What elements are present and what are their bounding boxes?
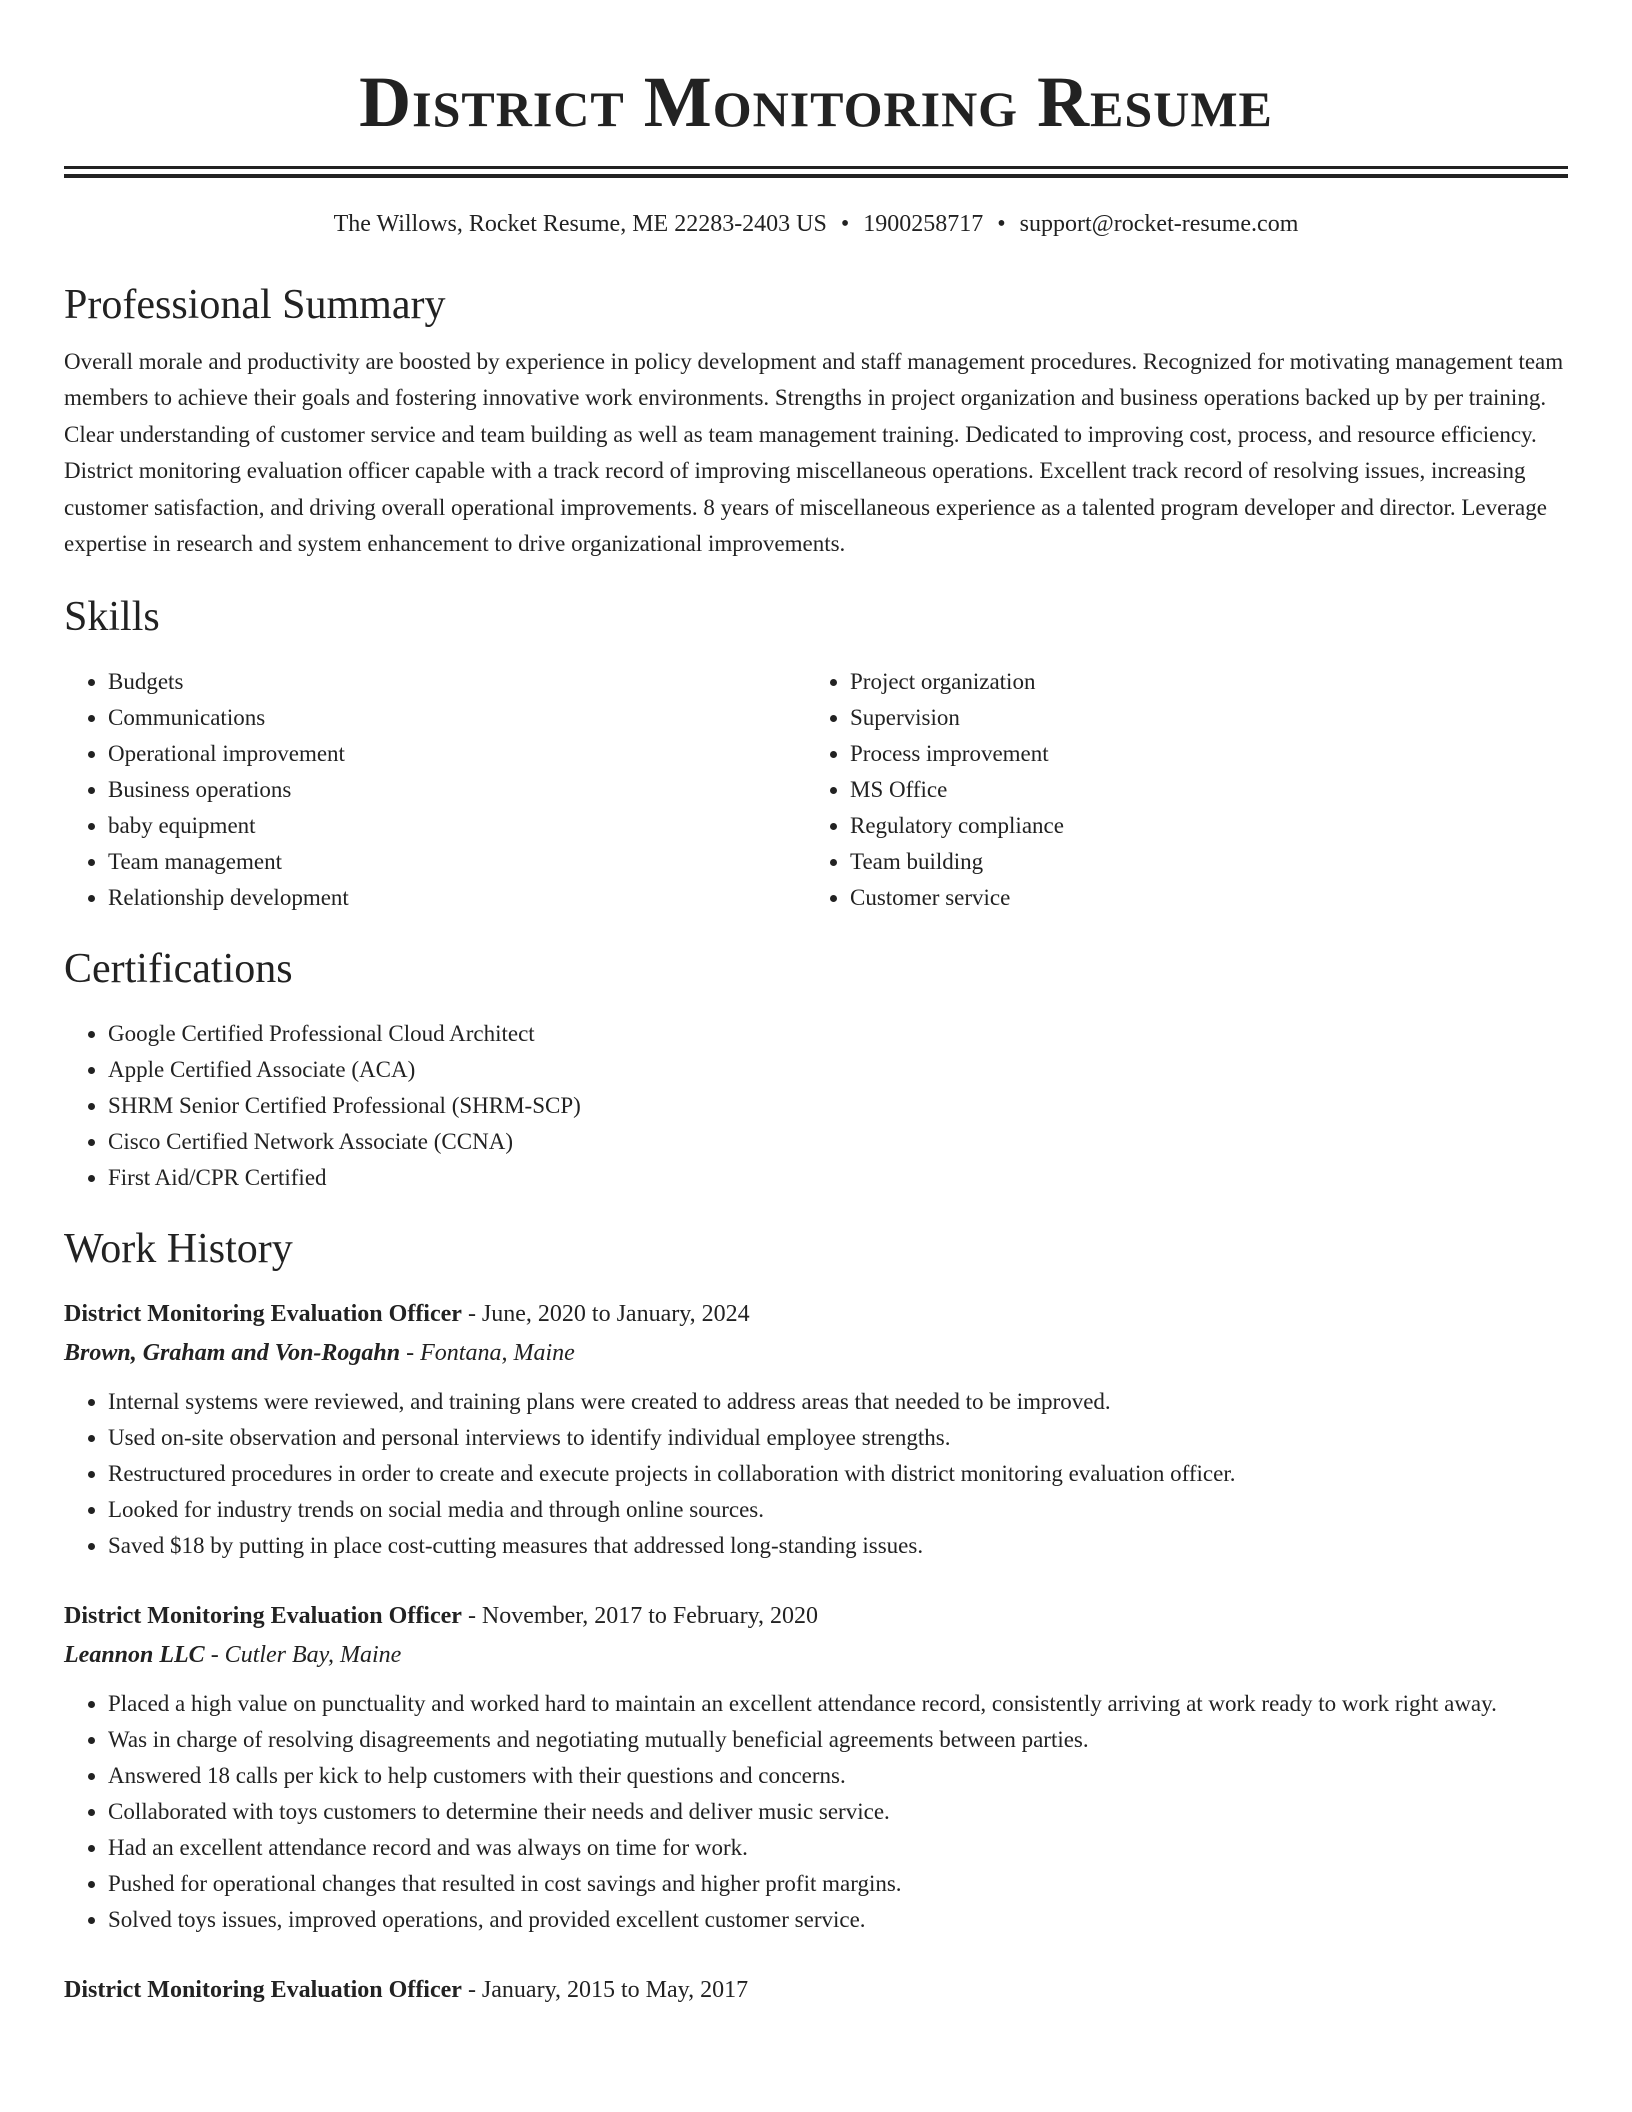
job-title-line	[64, 1294, 1568, 1334]
job-location: - Cutler Bay, Maine	[204, 1642, 402, 1669]
skill-item: • Supervision	[850, 700, 1548, 736]
certification-item: • Google Certified Professional Cloud Architect	[108, 1016, 1568, 1052]
job-dates: - November, 2017 to February, 2020	[461, 1603, 819, 1630]
job-dates: - January, 2015 to May, 2017	[461, 1977, 749, 2004]
work-history-heading: Work History	[64, 1226, 293, 1273]
skill-item: • Budgets	[108, 664, 806, 700]
job-duty-item: • Solved toys issues, improved operations, and provided excellent customer service.	[108, 1902, 1568, 1938]
job-company-line	[64, 1334, 1568, 1372]
job-duty-item: • Had an excellent attendance record and was always on time for work.	[108, 1830, 1568, 1866]
job-duties-list	[64, 1686, 1568, 1938]
contact-email: support@rocket-resume.com	[1019, 211, 1299, 237]
summary-heading: Professional Summary	[64, 282, 446, 328]
skill-item: • Relationship development	[108, 880, 806, 916]
skill-item: • Regulatory compliance	[850, 808, 1548, 844]
contact-separator: •	[840, 211, 850, 237]
job-duty-item: • Saved $18 by putting in place cost-cutting measures that addressed long-standing issues.	[108, 1528, 1568, 1564]
job-duty-item: • Used on-site observation and personal interviews to identify individual employee strengths.	[108, 1420, 1568, 1456]
job-entry	[64, 1596, 1568, 1938]
job-duties-list	[64, 1384, 1568, 1564]
certification-item: • First Aid/CPR Certified	[108, 1160, 1568, 1196]
certification-item: • Cisco Certified Network Associate (CCNA)	[108, 1124, 1568, 1160]
certifications-section	[64, 944, 1568, 1196]
skills-list-left	[64, 664, 806, 916]
job-duty-item: • Was in charge of resolving disagreements and negotiating mutually beneficial agreements between parties.	[108, 1722, 1568, 1758]
job-duty-item: • Placed a high value on punctuality and worked hard to maintain an excellent attendance record, consistently arriving at work ready to work right away.	[108, 1686, 1568, 1722]
work-history-section	[64, 1224, 1568, 2010]
skills-grid	[64, 664, 1568, 916]
job-company: Brown, Graham and Von-Rogahn	[64, 1340, 401, 1367]
job-location: - Fontana, Maine	[400, 1340, 575, 1367]
skill-item: • Project organization	[850, 664, 1548, 700]
job-duty-item: • Internal systems were reviewed, and training plans were created to address areas that needed to be improved.	[108, 1384, 1568, 1420]
skills-list-right	[806, 664, 1548, 916]
skill-item: • baby equipment	[108, 808, 806, 844]
certification-item: • Apple Certified Associate (ACA)	[108, 1052, 1568, 1088]
job-duty-item: • Pushed for operational changes that resulted in cost savings and higher profit margins.	[108, 1866, 1568, 1902]
certification-item: • SHRM Senior Certified Professional (SHRM-SCP)	[108, 1088, 1568, 1124]
job-title-line	[64, 1970, 1568, 2010]
skill-item: • Process improvement	[850, 736, 1548, 772]
page-title: District Monitoring Resume	[359, 62, 1273, 142]
skill-item: • Business operations	[108, 772, 806, 808]
summary-section	[64, 280, 1568, 562]
skill-item: • Communications	[108, 700, 806, 736]
skills-section	[64, 592, 1568, 916]
job-company: Leannon LLC	[64, 1642, 205, 1669]
skill-item: • Customer service	[850, 880, 1548, 916]
job-duty-item: • Looked for industry trends on social media and through online sources.	[108, 1492, 1568, 1528]
contact-phone: 1900258717	[863, 211, 984, 237]
job-title-line	[64, 1596, 1568, 1636]
job-dates: - June, 2020 to January, 2024	[461, 1301, 750, 1328]
contact-line	[64, 208, 1568, 240]
job-entry	[64, 1294, 1568, 1564]
skill-item: • Team management	[108, 844, 806, 880]
certifications-heading: Certifications	[64, 946, 293, 993]
summary-text: Overall morale and productivity are boosted by experience in policy development and staff management procedures. Recognized for motivating management team members to achieve their goals and fostering innovative work environments. Strengths in project organization and business operations backed up by per training. Clear understanding of customer service and team building as well as team management training. Dedicated to improving cost, process, and resource efficiency. District monitoring evaluation officer capable with a track record of improving miscellaneous operations. Excellent track record of resolving issues, increasing customer satisfaction, and driving overall operational improvements. 8 years of miscellaneous experience as a talented program developer and director. Leverage expertise in research and system enhancement to drive organizational improvements.	[64, 349, 1564, 557]
skills-column-left	[64, 664, 806, 916]
job-duty-item: • Collaborated with toys customers to determine their needs and deliver music service.	[108, 1794, 1568, 1830]
skills-column-right	[806, 664, 1548, 916]
skill-item: • Team building	[850, 844, 1548, 880]
job-title: District Monitoring Evaluation Officer	[64, 1977, 462, 2004]
skill-item: • MS Office	[850, 772, 1548, 808]
skill-item: • Operational improvement	[108, 736, 806, 772]
job-title: District Monitoring Evaluation Officer	[64, 1301, 462, 1328]
contact-address: The Willows, Rocket Resume, ME 22283-2403 US	[333, 211, 827, 237]
job-entry	[64, 1970, 1568, 2010]
contact-separator: •	[997, 211, 1006, 237]
job-company-line	[64, 1636, 1568, 1674]
job-duty-item: • Restructured procedures in order to create and execute projects in collaboration with district monitoring evaluation officer.	[108, 1456, 1568, 1492]
job-duty-item: • Answered 18 calls per kick to help customers with their questions and concerns.	[108, 1758, 1568, 1794]
certifications-list	[64, 1016, 1568, 1196]
title-divider	[64, 166, 1568, 178]
job-title: District Monitoring Evaluation Officer	[64, 1603, 462, 1630]
skills-heading: Skills	[64, 594, 160, 641]
